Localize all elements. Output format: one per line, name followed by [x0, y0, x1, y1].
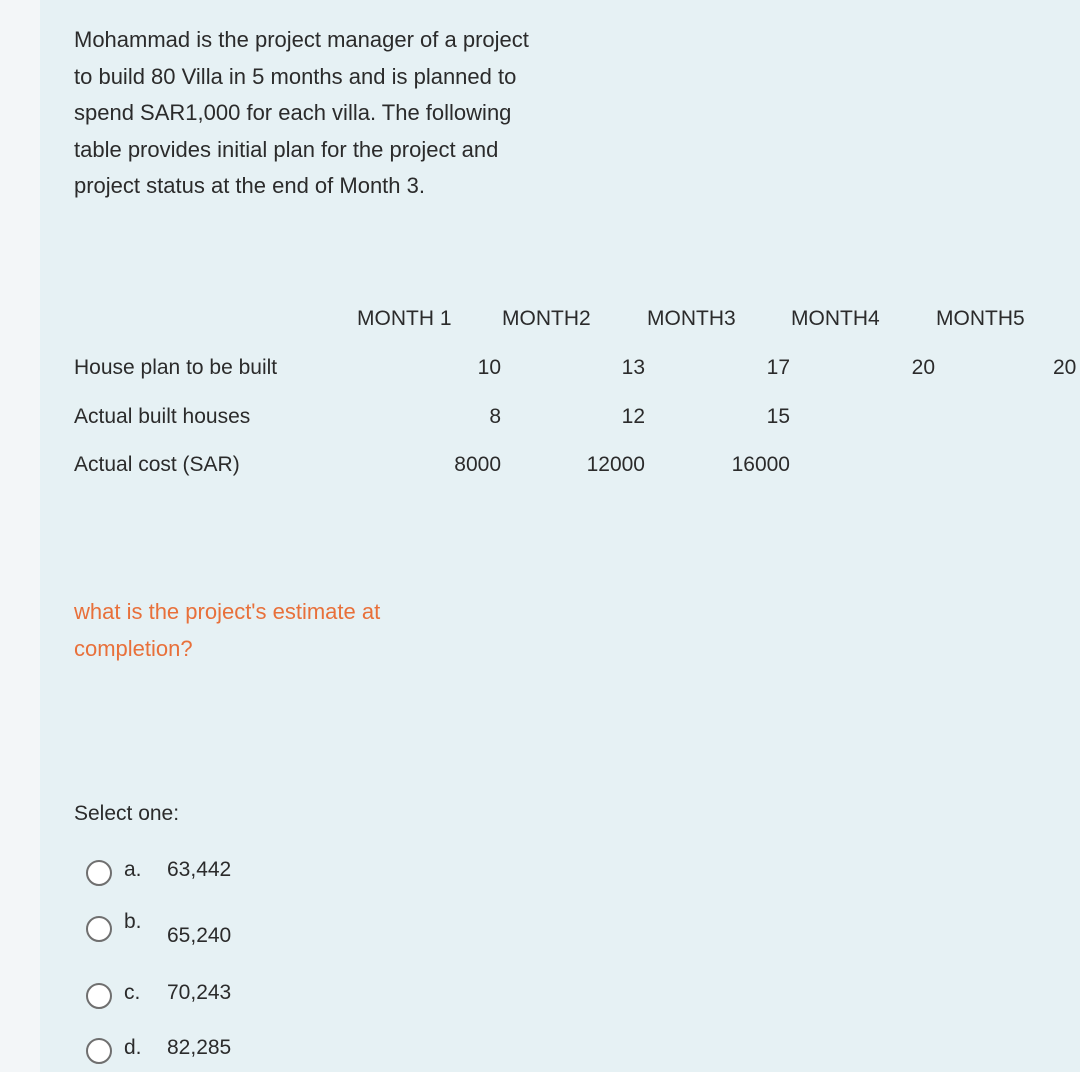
- option-letter: a.: [124, 858, 142, 881]
- radio-button[interactable]: [86, 916, 112, 942]
- option-value: 65,240: [167, 924, 232, 947]
- table-cell: 20: [1053, 356, 1077, 379]
- table-cell: 16000: [731, 453, 790, 476]
- option-value: 63,442: [167, 858, 232, 881]
- table-cell: 20: [911, 356, 935, 379]
- table-cell: 15: [766, 405, 790, 428]
- option-value: 70,243: [167, 981, 232, 1004]
- header-month-2: MONTH2: [502, 307, 591, 330]
- radio-button[interactable]: [86, 983, 112, 1009]
- table-cell: 17: [766, 356, 790, 379]
- question-prompt: what is the project's estimate at completion?: [74, 599, 381, 661]
- option-letter: c.: [124, 981, 141, 1004]
- radio-button[interactable]: [86, 860, 112, 886]
- row-label-actual-built: Actual built houses: [74, 405, 251, 428]
- header-month-4: MONTH4: [791, 307, 880, 330]
- radio-button[interactable]: [86, 1038, 112, 1064]
- header-month-1: MONTH 1: [357, 307, 452, 330]
- option-letter: d.: [124, 1036, 142, 1059]
- table-cell: 13: [621, 356, 645, 379]
- table-cell: 10: [477, 356, 501, 379]
- table-cell: 12000: [586, 453, 645, 476]
- row-label-planned: House plan to be built: [74, 356, 278, 379]
- option-value: 82,285: [167, 1036, 232, 1059]
- header-month-3: MONTH3: [647, 307, 736, 330]
- table-cell: 12: [621, 405, 645, 428]
- table-cell: 8000: [454, 453, 501, 476]
- table-cell: 8: [489, 405, 501, 428]
- option-letter: b.: [124, 910, 142, 933]
- select-one-label: Select one:: [74, 802, 180, 825]
- header-month-5: MONTH5: [936, 307, 1025, 330]
- row-label-actual-cost: Actual cost (SAR): [74, 453, 240, 476]
- question-text: Mohammad is the project manager of a project to build 80 Villa in 5 months and is planned to spend SAR1,000 for each villa. The following table provides initial plan for the project and project status at the end of Month 3.: [74, 27, 529, 198]
